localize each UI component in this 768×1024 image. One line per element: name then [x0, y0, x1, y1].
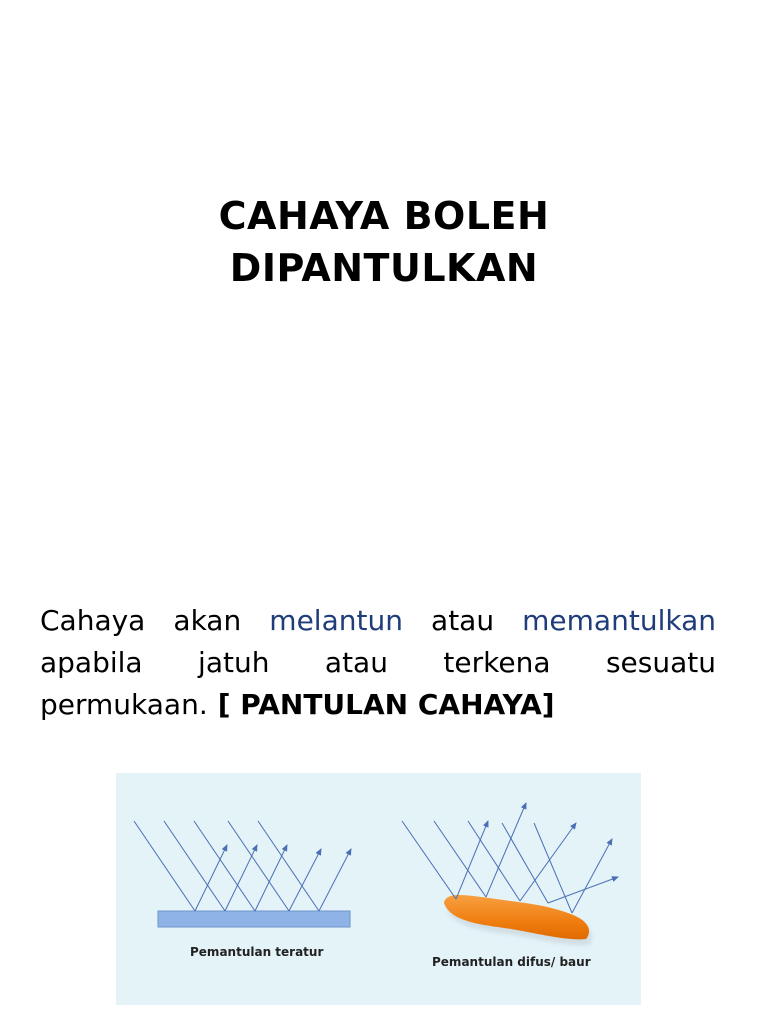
- word: permukaan.: [40, 688, 208, 721]
- body-paragraph: [40, 600, 716, 726]
- title-line-2: DIPANTULKAN: [229, 246, 539, 290]
- word: apabila: [40, 646, 143, 679]
- word: atau: [324, 646, 388, 679]
- word: sesuatu: [605, 646, 716, 679]
- bold-term-pantulan-cahaya: [ PANTULAN CAHAYA]: [217, 688, 555, 721]
- word: jatuh: [198, 646, 270, 679]
- word: akan: [173, 604, 242, 637]
- regular-reflection: [134, 821, 351, 927]
- page-title: [0, 190, 768, 294]
- highlight-word-memantulkan: memantulkan: [522, 604, 716, 637]
- paragraph-line-2: [40, 642, 716, 684]
- flat-mirror-surface: [158, 911, 350, 927]
- word: terkena: [443, 646, 551, 679]
- paragraph-line-3: [40, 684, 716, 726]
- word: Cahaya: [40, 604, 146, 637]
- paragraph-line-1: [40, 600, 716, 642]
- reflection-diagram: [116, 773, 641, 1005]
- word: atau: [431, 604, 495, 637]
- caption-regular-reflection: Pemantulan teratur: [190, 945, 324, 959]
- title-line-1: CAHAYA BOLEH: [218, 194, 550, 238]
- highlight-word-melantun: melantun: [269, 604, 403, 637]
- diffuse-reflection: [402, 803, 618, 945]
- reflection-diagram-svg: [116, 773, 641, 1005]
- caption-diffuse-reflection: Pemantulan difus/ baur: [432, 955, 591, 969]
- diffuse-rays: [402, 803, 618, 913]
- regular-rays: [134, 821, 351, 911]
